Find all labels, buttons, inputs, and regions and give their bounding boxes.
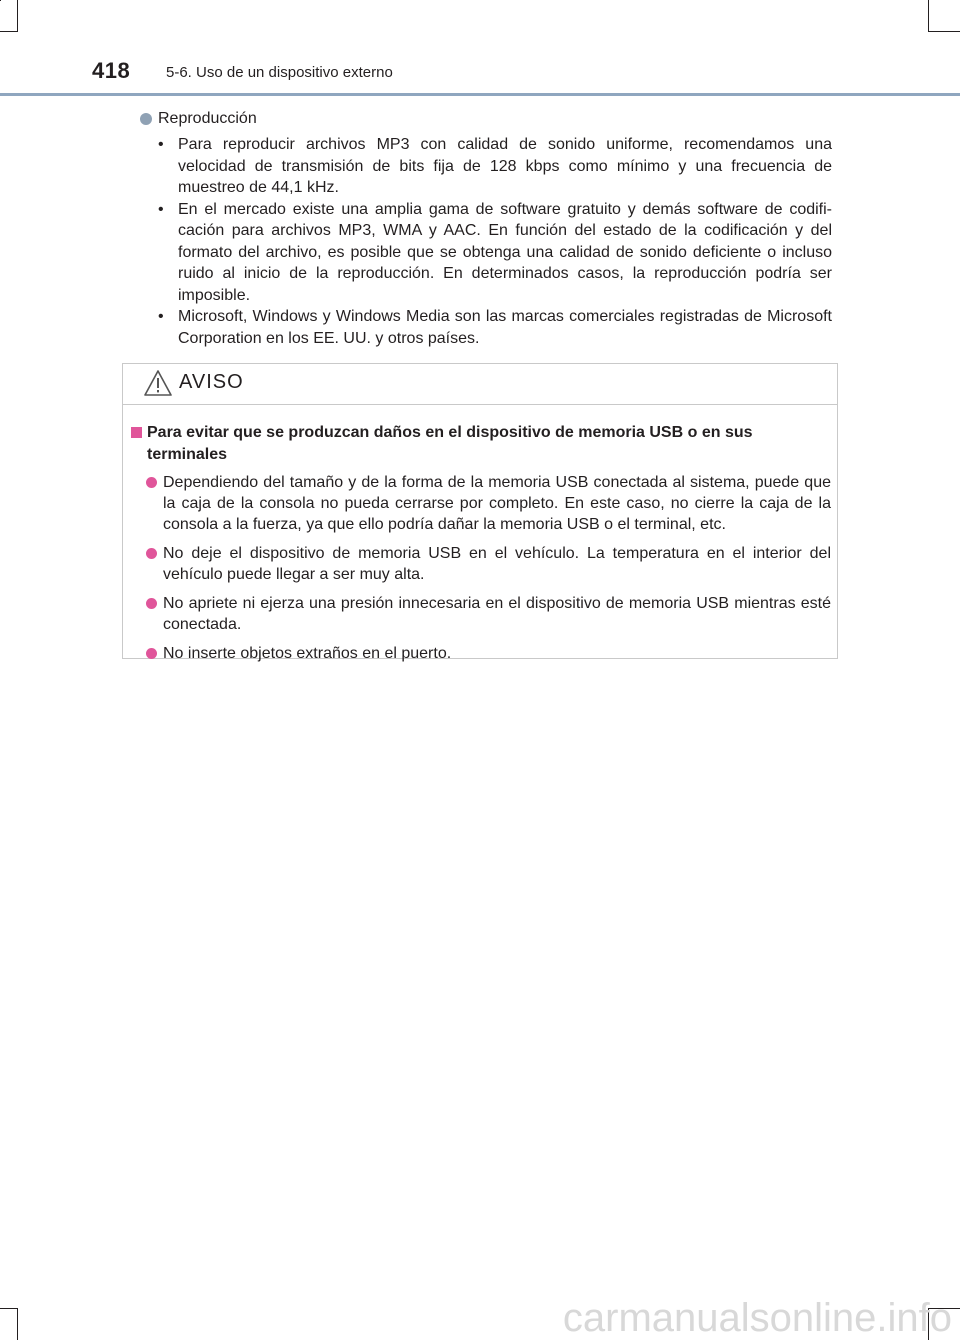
square-bullet-icon xyxy=(131,427,142,438)
warning-box xyxy=(122,363,838,662)
playback-heading xyxy=(140,108,832,130)
crop-mark-top-right xyxy=(928,0,929,32)
warning-triangle-icon xyxy=(143,369,173,397)
playback-title: Reproducción xyxy=(158,110,257,127)
list-item: No deje el dispositivo de memoria USB en el vehículo. La temperatura en el interior del vehículo puede llegar a ser muy alta. xyxy=(131,543,831,585)
bullet-icon: • xyxy=(158,136,164,153)
list-item: • En el mercado existe una amplia gama de software gratuito y demás software de codifi-cación para archivos MP3, WMA y AAC. En función del estado de la codificación y del formato del archivo, es posible que se obtenga una calidad de sonido deficiente o incluso ruido al inicio de la reproducción. En determinados casos, la reproducción podría ser imposible. xyxy=(158,200,832,304)
header-rule xyxy=(0,93,960,96)
warning-title: AVISO xyxy=(179,371,244,393)
crop-mark-top-right-h xyxy=(928,31,960,32)
warning-header xyxy=(123,364,837,404)
section-title: 5-6. Uso de un dispositivo externo xyxy=(166,64,393,81)
playback-section xyxy=(140,108,832,349)
crop-mark-top-left-h xyxy=(0,31,18,32)
bullet-icon xyxy=(140,113,152,125)
page-number: 418 xyxy=(92,58,131,83)
list-item: No apriete ni ejerza una presión innecesaria en el dispositivo de memoria USB mientras esté conectada. xyxy=(131,593,831,635)
list-item: Dependiendo del tamaño y de la forma de la memoria USB conectada al sistema, puede que la caja de la consola no pueda cerrarse por completo. En este caso, no cierre la caja de la consola a la fuerza, ya que ello podría dañar la memoria USB o el terminal, etc. xyxy=(131,472,831,535)
list-item: • Microsoft, Windows y Windows Media son las marcas comerciales registradas de Microsoft Corporation en los EE. UU. y otros países. xyxy=(158,308,832,347)
bullet-icon xyxy=(146,648,157,659)
bullet-icon xyxy=(146,598,157,609)
warning-body xyxy=(131,422,831,664)
bullet-icon xyxy=(146,477,157,488)
page-header xyxy=(0,50,960,100)
crop-mark xyxy=(0,0,1,1)
crop-mark-bottom-left-h xyxy=(0,1308,18,1309)
warning-heading: Para evitar que se produzcan daños en el dispositivo de memoria USB o en sus terminales xyxy=(131,422,831,466)
bullet-icon: • xyxy=(158,308,164,325)
crop-mark-top-left xyxy=(17,0,18,32)
playback-list xyxy=(158,134,832,349)
bullet-icon xyxy=(146,548,157,559)
bullet-icon: • xyxy=(158,200,164,218)
warning-divider xyxy=(123,404,837,405)
list-item: • Para reproducir archivos MP3 con calidad de sonido uniforme, recomendamos una velocidad de transmisión de bits fija de 128 kbps como mínimo y una frecuencia de muestreo de 44,1 kHz. xyxy=(158,136,832,196)
list-item: No inserte objetos extraños en el puerto. xyxy=(131,643,831,664)
crop-mark-bottom-left xyxy=(17,1308,18,1340)
watermark: carmanualsonline.info xyxy=(562,1296,952,1340)
